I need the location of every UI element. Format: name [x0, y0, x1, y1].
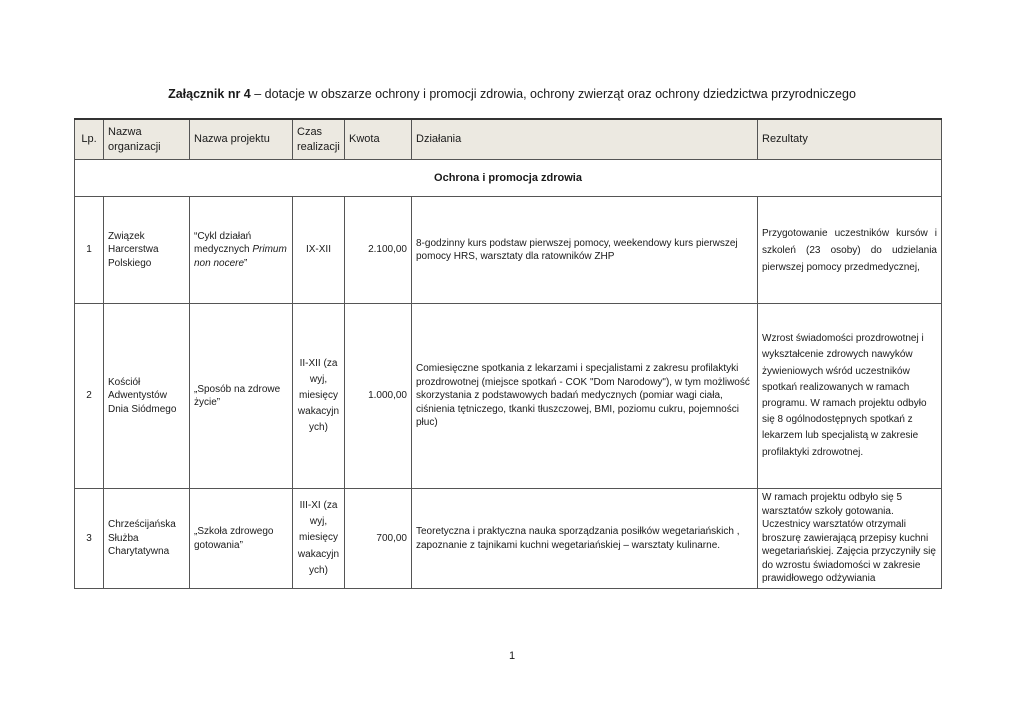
table-row	[75, 197, 942, 304]
header-project: Nazwa projektu	[190, 119, 293, 160]
cell-project: „Sposób na zdrowe życie”	[190, 304, 293, 489]
header-lp: Lp.	[75, 119, 104, 160]
document-title-bold: Załącznik nr 4	[168, 87, 251, 101]
header-period: Czas realizacji	[293, 119, 345, 160]
page-number: 1	[508, 650, 516, 662]
cell-amount: 1.000,00	[345, 304, 412, 489]
header-amount: Kwota	[345, 119, 412, 160]
document-title-rest: – dotacje w obszarze ochrony i promocji zdrowia, ochrony zwierząt oraz ochrony dziedzictwa przyrodniczego	[250, 87, 856, 101]
cell-lp: 2	[75, 304, 104, 489]
cell-period: II-XII (za wyj, miesięcy wakacyjn ych)	[293, 304, 345, 489]
cell-amount: 700,00	[345, 489, 412, 589]
project-suffix: ”	[244, 257, 248, 269]
table-row	[75, 304, 942, 489]
header-organization: Nazwa organizacji	[104, 119, 190, 160]
cell-project: „Szkoła zdrowego gotowania”	[190, 489, 293, 589]
cell-amount: 2.100,00	[345, 197, 412, 304]
cell-results: W ramach projektu odbyło się 5 warsztatów szkoły gotowania. Uczestnicy warsztatów otrzymali broszurę zawierającą przepisy kuchni wegetariańskiej. Zajęcia przyczyniły się do wzrostu świadomości w zakresie prawidłowego odżywiania	[758, 489, 942, 589]
cell-project	[190, 197, 293, 304]
cell-lp: 1	[75, 197, 104, 304]
project-prefix: “Cykl działań medycznych	[194, 230, 253, 256]
cell-period: IX-XII	[293, 197, 345, 304]
header-actions: Działania	[412, 119, 758, 160]
cell-actions: 8-godzinny kurs podstaw pierwszej pomocy, weekendowy kurs pierwszej pomocy HRS, warsztaty dla ratowników ZHP	[412, 197, 758, 304]
cell-organization: Chrześcijańska Służba Charytatywna	[104, 489, 190, 589]
document-title	[0, 87, 1024, 101]
grants-table	[74, 118, 942, 589]
cell-lp: 3	[75, 489, 104, 589]
cell-period: III-XI (za wyj, miesięcy wakacyjn ych)	[293, 489, 345, 589]
cell-results: Przygotowanie uczestników kursów i szkoleń (23 osoby) do udzielania pierwszej pomocy przedmedycznej,	[758, 197, 942, 304]
section-title: Ochrona i promocja zdrowia	[75, 160, 942, 197]
cell-organization: Związek Harcerstwa Polskiego	[104, 197, 190, 304]
header-results: Rezultaty	[758, 119, 942, 160]
cell-actions: Teoretyczna i praktyczna nauka sporządzania posiłków wegetariańskich , zapoznanie z tajnikami kuchni wegetariańskiej – warsztaty kulinarne.	[412, 489, 758, 589]
table-header-row	[75, 119, 942, 160]
cell-results: Wzrost świadomości prozdrowotnej i wykształcenie zdrowych nawyków żywieniowych wśród uczestników spotkań realizowanych w ramach programu. W ramach projektu odbyło się 8 ogólnodostępnych spotkań z lekarzem lub specjalistą w zakresie profilaktyki zdrowotnej.	[758, 304, 942, 489]
section-row	[75, 160, 942, 197]
cell-organization: Kościół Adwentystów Dnia Siódmego	[104, 304, 190, 489]
table-row	[75, 489, 942, 589]
cell-actions: Comiesięczne spotkania z lekarzami i specjalistami z zakresu profilaktyki prozdrowotnej (miejsce spotkań - COK "Dom Narodowy"), w tym możliwość skorzystania z podstawowych badań medycznych (pomiar wagi ciała, ciśnienia tętniczego, tkanki tłuszczowej, BMI, poziomu cukru, pojemności płuc)	[412, 304, 758, 489]
project-italic: Primum non nocere	[194, 244, 287, 269]
